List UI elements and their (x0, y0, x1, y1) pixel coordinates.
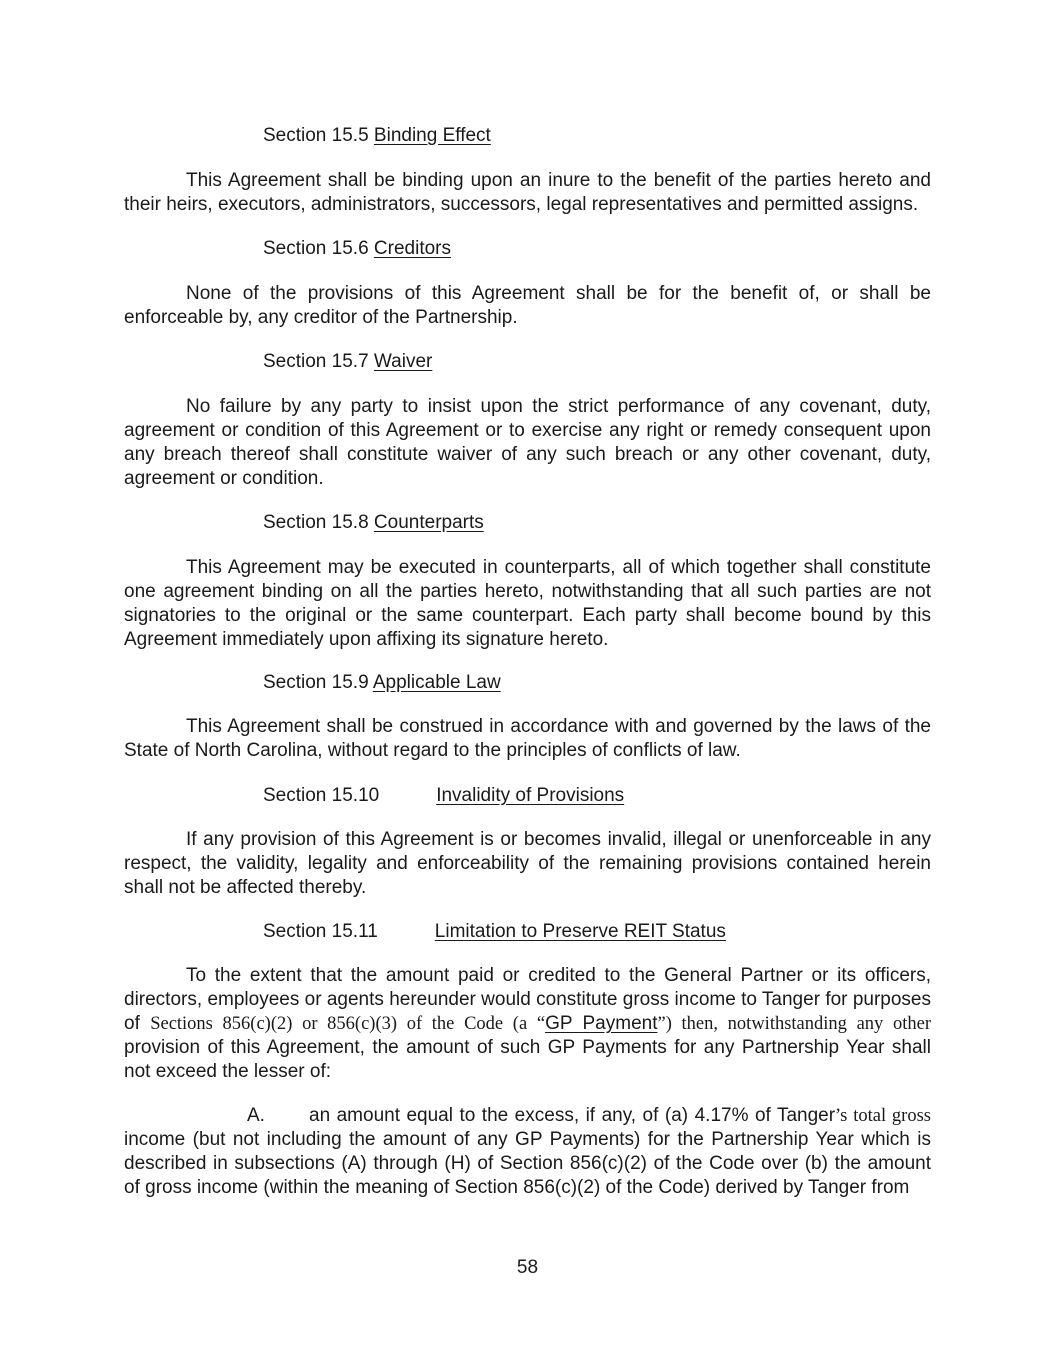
section-title: Binding Effect (373, 125, 491, 146)
list-text: income (but not including the amount of any GP Payments) for the Partnership Year which is described in subsections (A) through (H) of Section 856(c)(2) of the Code over (b) the amount of gross income (within the meaning of Section 856(c)(2) of the Code) derived by Tanger from (124, 1129, 931, 1198)
list-item-a (124, 1104, 931, 1200)
list-text: an amount equal to the excess, if any, of (a) 4.17% of Tanger (309, 1105, 836, 1126)
section-title: Invalidity of Provisions (436, 785, 625, 806)
section-number: Section 15.6 (263, 238, 369, 259)
section-title: Counterparts (373, 512, 484, 533)
section-heading-15-5 (263, 124, 491, 148)
section-body-15-6: None of the provisions of this Agreement shall be for the benefit of, or shall be enforceable by, any creditor of the Partnership. (124, 283, 931, 328)
section-body-15-7: No failure by any party to insist upon the strict performance of any covenant, duty, agreement or condition of this Agreement or to exercise any right or remedy consequent upon any breach thereof shall constitute waiver of any such breach or any other covenant, duty, agreement or condition. (124, 396, 931, 489)
page-number: 58 (516, 1257, 539, 1278)
body-text-serif: ”) then, notwithstanding any other (657, 1014, 931, 1034)
section-heading-15-11 (263, 920, 726, 944)
section-number: Section 15.9 (263, 672, 369, 693)
section-number: Section 15.10 (263, 785, 380, 806)
defined-term-gp-payment: GP Payment (545, 1013, 658, 1034)
section-number: Section 15.11 (263, 921, 378, 942)
section-heading-15-6 (263, 237, 451, 261)
section-heading-15-9 (263, 671, 501, 695)
section-heading-15-7 (263, 350, 432, 374)
section-title: Creditors (373, 238, 451, 259)
body-text: provision of this Agreement, the amount of such GP Payments for any Partnership Year shall not exceed the lesser of: (124, 1037, 931, 1082)
section-number: Section 15.8 (263, 512, 369, 533)
list-text-serif: ’s total gross (835, 1106, 931, 1126)
section-body-15-10: If any provision of this Agreement is or becomes invalid, illegal or unenforceable in any respect, the validity, legality and enforceability of the remaining provisions contained herein shall not be affected thereby. (124, 829, 931, 898)
section-title: Waiver (373, 351, 433, 372)
section-title: Limitation to Preserve REIT Status (434, 921, 726, 942)
body-text: To the extent that the amount paid or credited to the General Partner or its officers, directors, employees or agents hereunder would constitute gross income to Tanger for purposes of (124, 965, 931, 1034)
section-heading-15-8 (263, 511, 484, 535)
list-label: A. (247, 1105, 265, 1126)
section-title: Applicable Law (372, 672, 501, 693)
body-text-serif: Sections 856(c)(2) or 856(c)(3) of the Code (a “ (150, 1014, 546, 1034)
section-body-15-8: This Agreement may be executed in counterparts, all of which together shall constitute one agreement binding on all the parties hereto, notwithstanding that all such parties are not signatories to the original or the same counterpart. Each party shall become bound by this Agreement immediately upon affixing its signature hereto. (124, 557, 931, 650)
section-body-15-9: This Agreement shall be construed in accordance with and governed by the laws of the State of North Carolina, without regard to the principles of conflicts of law. (124, 716, 931, 761)
section-body-15-5: This Agreement shall be binding upon an inure to the benefit of the parties hereto and their heirs, executors, administrators, successors, legal representatives and permitted assigns. (124, 170, 931, 215)
section-number: Section 15.7 (263, 351, 369, 372)
section-body-15-11 (124, 964, 931, 1084)
section-number: Section 15.5 (263, 125, 369, 146)
section-heading-15-10 (263, 784, 624, 808)
